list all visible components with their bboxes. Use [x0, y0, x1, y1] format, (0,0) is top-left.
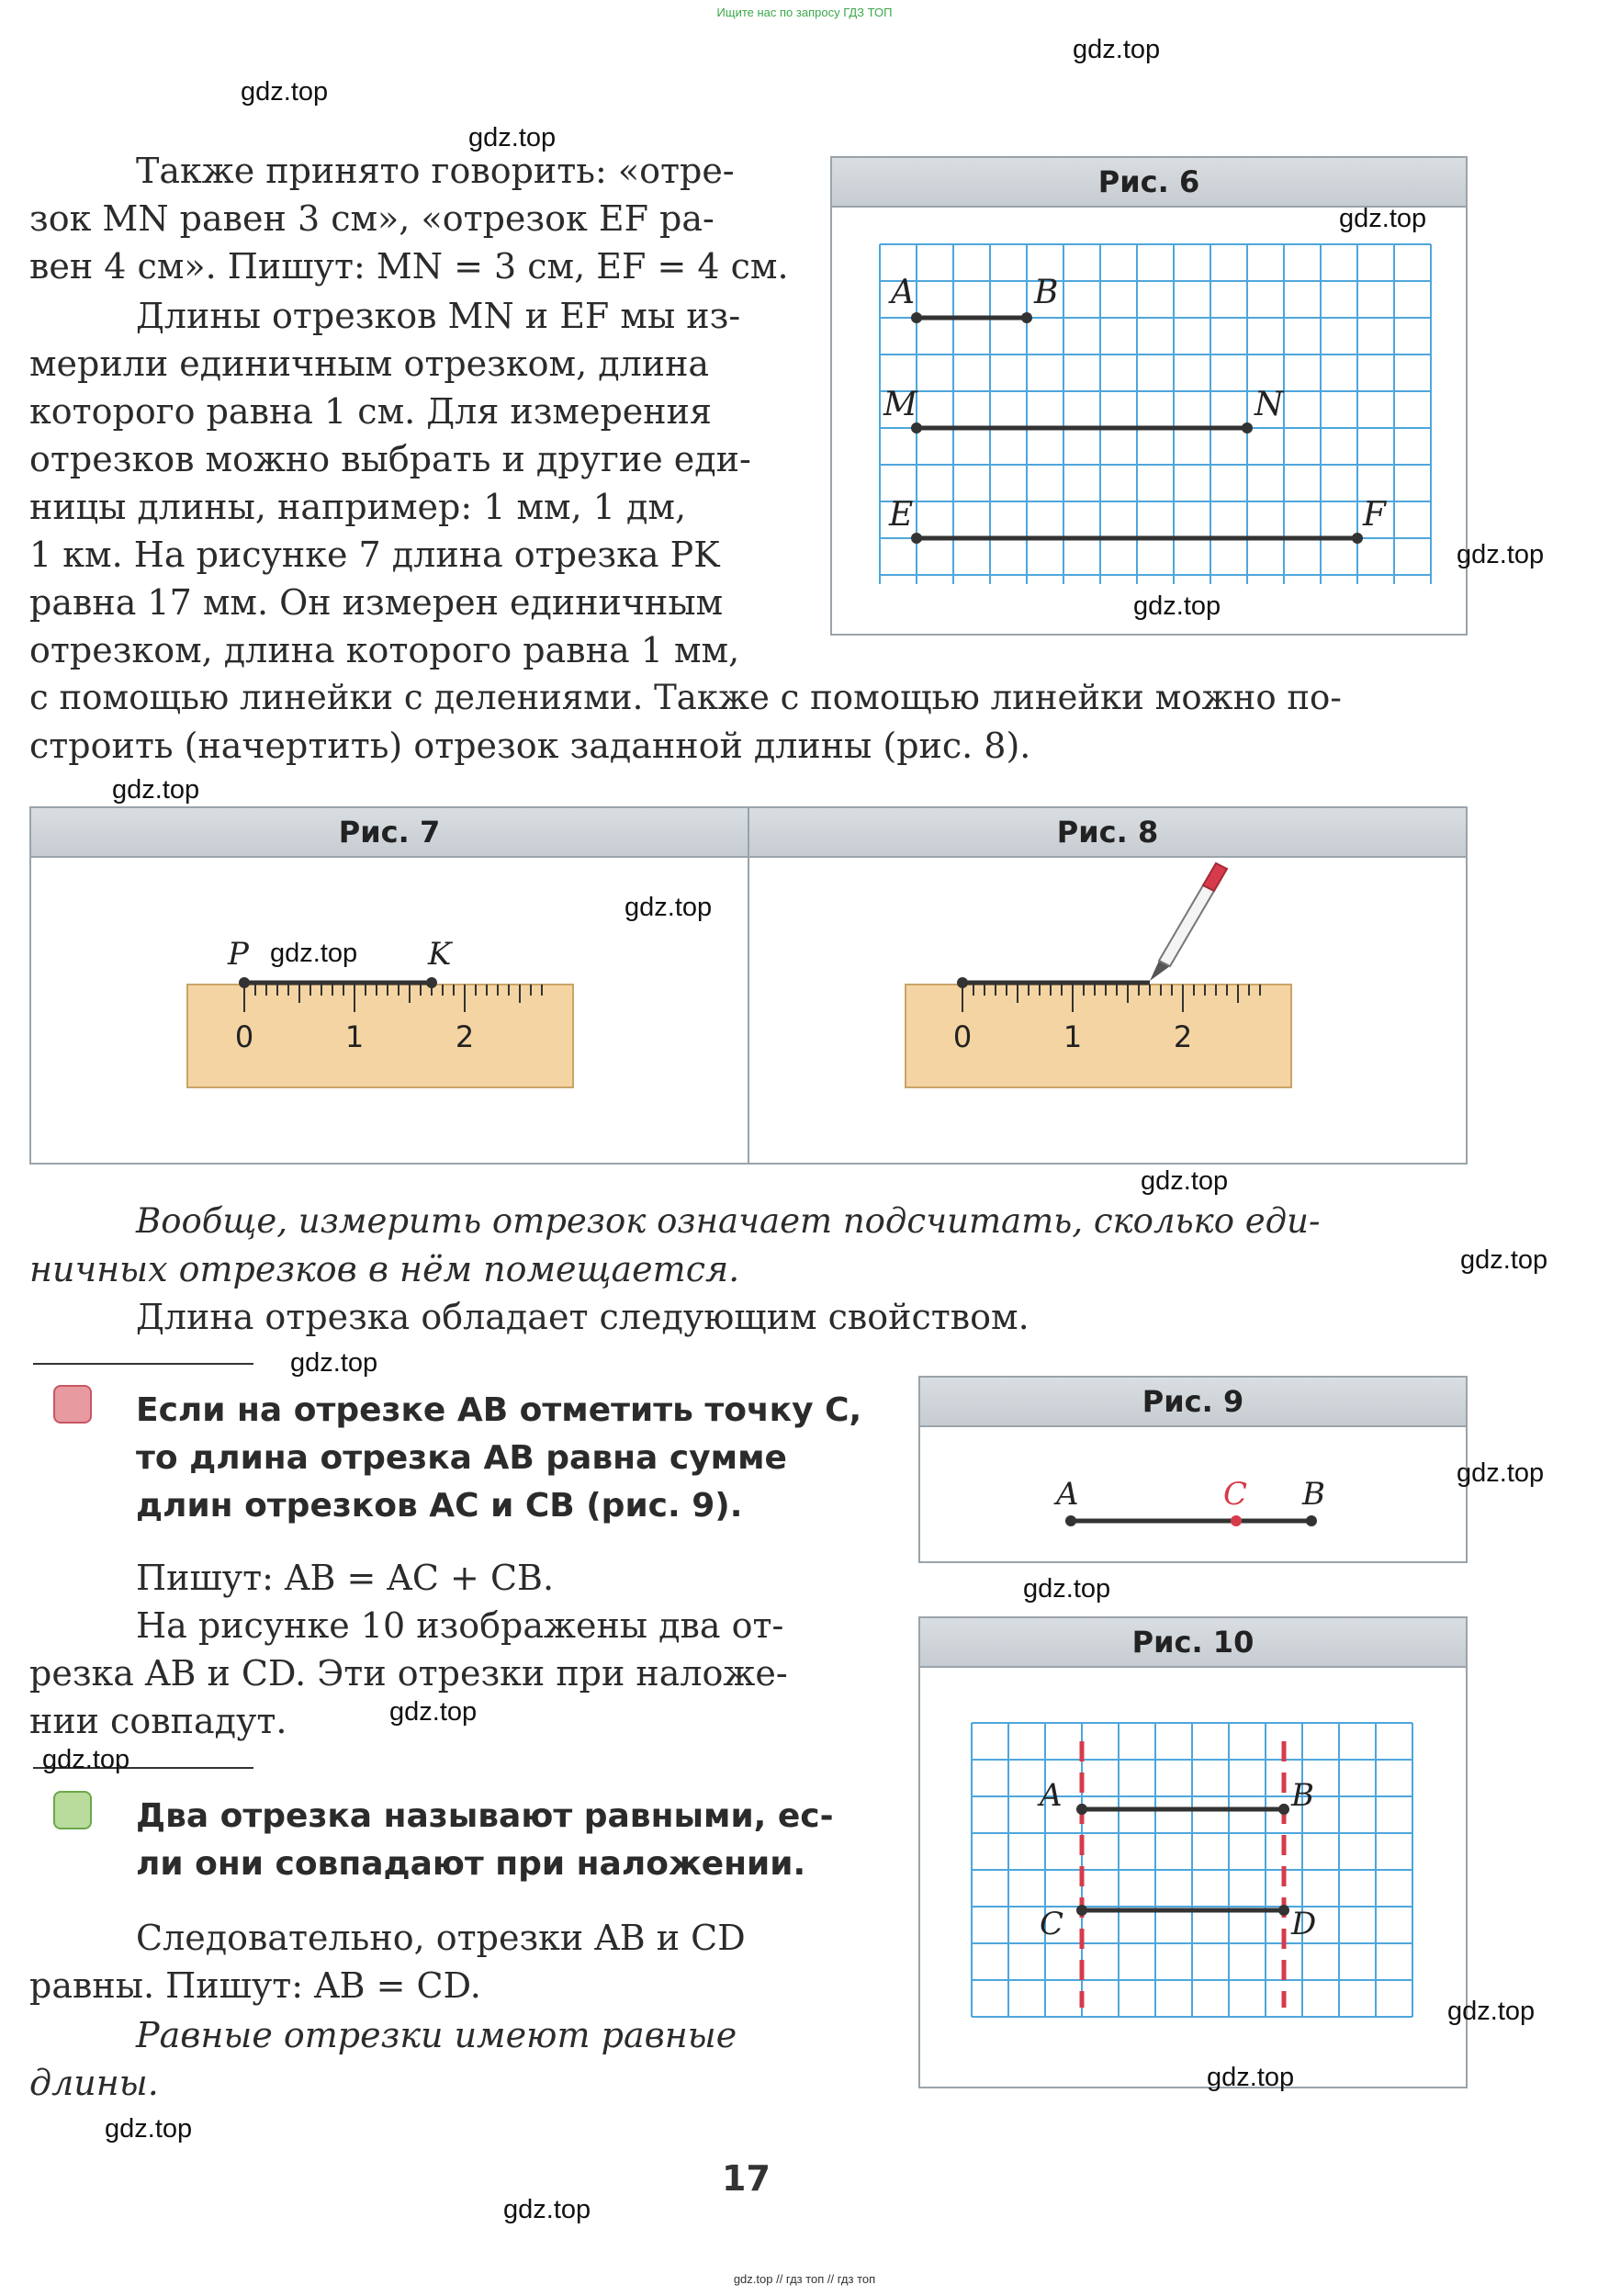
p6-line2: резка AB и CD. Эти отрезки при наложе-	[29, 1653, 788, 1694]
watermark: gdz.top	[389, 1697, 478, 1727]
pencil-icon	[1150, 863, 1227, 981]
p2-line4: отрезков можно выбрать и другие еди-	[29, 439, 751, 479]
watermark: gdz.top	[1457, 540, 1545, 569]
p2-line9: с помощью линейки с делениями. Также с помощью линейки можно по-	[29, 678, 1342, 717]
watermark: gdz.top	[290, 1348, 378, 1378]
watermark: gdz.top	[468, 123, 557, 152]
watermark: gdz.top	[1207, 2063, 1295, 2092]
p2-line10: строить (начертить) отрезок заданной длины (рис. 8).	[29, 726, 1031, 766]
tick-1: 1	[344, 1019, 365, 1054]
figure-10-title: Рис. 10	[920, 1618, 1466, 1668]
watermark: gdz.top	[42, 1745, 130, 1774]
rule1-line3: длин отрезков AC и CB (рис. 9).	[136, 1487, 743, 1525]
footer-note: gdz.top // гдз топ // гдз топ	[733, 2272, 876, 2286]
p1-line2: зок MN равен 3 см», «отрезок EF ра-	[29, 198, 714, 239]
label-b: B	[1291, 1777, 1314, 1814]
figure-7-8-panel	[29, 806, 1468, 1165]
figure-8-title: Рис. 8	[749, 808, 1466, 858]
figure-6-title: Рис. 6	[832, 158, 1466, 208]
label-b: B	[1034, 274, 1059, 311]
header-note: Ищите нас по запросу ГДЗ ТОП	[716, 6, 893, 19]
p4-line1: Длина отрезка обладает следующим свойством.	[136, 1297, 1030, 1337]
watermark: gdz.top	[1023, 1574, 1111, 1604]
label-a: A	[1056, 1476, 1079, 1513]
rule1-line1: Если на отрезке AB отметить точку C,	[136, 1391, 862, 1429]
tick-1: 1	[1063, 1019, 1083, 1054]
p2-line3: которого равна 1 см. Для измерения	[29, 391, 712, 432]
watermark: gdz.top	[1339, 204, 1427, 233]
rule-check-icon	[53, 1385, 92, 1424]
p8-line2: длины.	[29, 2063, 159, 2103]
figure-9-drawing	[920, 1427, 1466, 1561]
tick-2: 2	[1173, 1019, 1193, 1054]
label-k: K	[428, 936, 452, 973]
watermark: gdz.top	[1460, 1245, 1548, 1275]
page-number: 17	[722, 2158, 771, 2199]
label-c: C	[1223, 1476, 1248, 1513]
label-a: A	[1040, 1777, 1063, 1814]
watermark: gdz.top	[112, 775, 200, 805]
watermark: gdz.top	[105, 2114, 193, 2144]
watermark: gdz.top	[624, 893, 713, 922]
definition-check-icon	[53, 1791, 92, 1829]
p7-line1: Следовательно, отрезки AB и CD	[136, 1918, 746, 1958]
rule1-line2: то длина отрезка AB равна сумме	[136, 1439, 787, 1477]
rule1-top-line	[33, 1363, 253, 1365]
p2-line5: ницы длины, например: 1 мм, 1 дм,	[29, 487, 687, 527]
watermark: gdz.top	[503, 2195, 591, 2224]
p5-line1: Пишут: AB = AC + CB.	[136, 1558, 555, 1598]
rule2-line1: Два отрезка называют равными, ес-	[136, 1797, 834, 1835]
label-f: F	[1363, 496, 1386, 534]
label-c: C	[1040, 1906, 1064, 1942]
p1-line3: вен 4 см». Пишут: MN = 3 см, EF = 4 см.	[29, 246, 789, 287]
p7-line2: равны. Пишут: AB = CD.	[29, 1965, 481, 2006]
watermark: gdz.top	[241, 77, 329, 107]
figure-7-title: Рис. 7	[31, 808, 748, 858]
watermark: gdz.top	[1133, 591, 1221, 621]
label-d: D	[1291, 1906, 1317, 1942]
figure-10	[918, 1616, 1468, 2088]
label-p: P	[228, 936, 249, 973]
watermark: gdz.top	[1447, 1997, 1536, 2026]
watermark: gdz.top	[270, 939, 358, 968]
label-b: B	[1302, 1476, 1325, 1513]
label-m: M	[883, 386, 917, 423]
figure-9	[918, 1376, 1468, 1563]
p3-line2: ничных отрезков в нём помещается.	[29, 1249, 740, 1289]
p2-line1: Длины отрезков MN и EF мы из-	[136, 296, 741, 336]
p2-line6: 1 км. На рисунке 7 длина отрезка PK	[29, 535, 720, 575]
figure-8-drawing	[749, 858, 1466, 1161]
rule2-line2: ли они совпадают при наложении.	[136, 1845, 806, 1883]
label-e: E	[889, 496, 914, 534]
figure-9-title: Рис. 9	[920, 1378, 1466, 1427]
tick-0: 0	[952, 1019, 973, 1054]
figure-10-grid	[920, 1668, 1466, 2087]
figure-6-grid	[832, 208, 1466, 634]
p6-line1: На рисунке 10 изображены два от-	[136, 1605, 784, 1646]
tick-2: 2	[455, 1019, 475, 1054]
p2-line8: отрезком, длина которого равна 1 мм,	[29, 630, 740, 670]
label-a: A	[891, 274, 915, 311]
p6-line3: нии совпадут.	[29, 1701, 287, 1741]
p2-line2: мерили единичным отрезком, длина	[29, 343, 710, 384]
p8-line1: Равные отрезки имеют равные	[136, 2015, 737, 2055]
p2-line7: равна 17 мм. Он измерен единичным	[29, 582, 724, 623]
watermark: gdz.top	[1457, 1458, 1545, 1488]
label-n: N	[1255, 386, 1284, 423]
p3-line1: Вообще, измерить отрезок означает подсчитать, сколько еди-	[136, 1201, 1321, 1241]
tick-0: 0	[234, 1019, 254, 1054]
watermark: gdz.top	[1073, 35, 1161, 64]
p1-line1: Также принято говорить: «отре-	[136, 151, 735, 191]
watermark: gdz.top	[1141, 1166, 1229, 1196]
